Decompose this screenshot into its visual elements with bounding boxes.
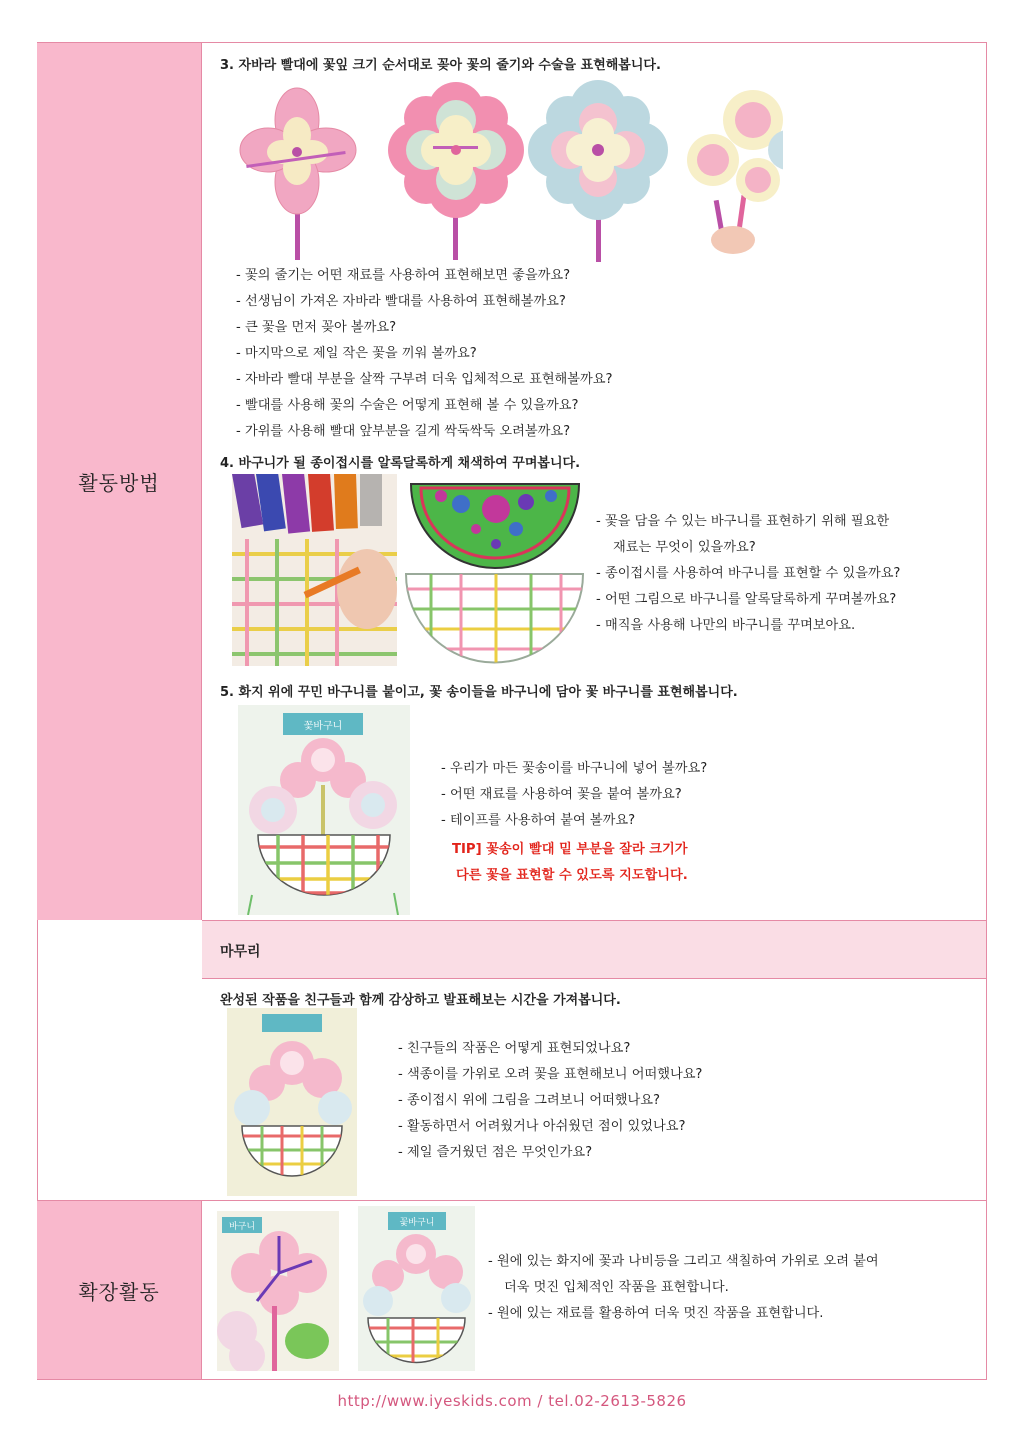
flower-photo-4	[687, 90, 783, 254]
question: - 활동하면서 어려웠거나 아쉬웠던 점이 있었나요?	[398, 1119, 686, 1134]
question: - 빨대를 사용해 꽃의 수술은 어떻게 표현해 볼 수 있을까요?	[236, 398, 579, 413]
question: - 꽃을 담을 수 있는 바구니를 표현하기 위해 필요한	[596, 514, 890, 529]
banner-text: 꽃바구니	[399, 1218, 435, 1228]
tip-line: 다른 꽃을 표현할 수 있도록 지도합니다.	[456, 868, 688, 883]
question: - 어떤 재료를 사용하여 꽃을 붙여 볼까요?	[441, 787, 682, 802]
extension-side-label	[37, 1201, 202, 1379]
divider	[37, 1200, 987, 1201]
flower-photo-1	[240, 88, 356, 260]
question: - 색종이를 가위로 오려 꽃을 표현해보니 어떠했나요?	[398, 1067, 703, 1082]
question: - 마지막으로 제일 작은 꽃을 끼워 볼까요?	[236, 346, 477, 361]
question: - 종이접시 위에 그림을 그려보니 어떠했나요?	[398, 1093, 661, 1108]
marker-coloring-photo	[232, 474, 397, 666]
question: - 친구들의 작품은 어떻게 표현되었나요?	[398, 1041, 631, 1056]
closing-basket-photo	[227, 1008, 357, 1196]
footer-url[interactable]: http://www.iyeskids.com / tel.02-2613-5826	[337, 1392, 687, 1410]
step4-title: 4. 바구니가 될 종이접시를 알록달록하게 채색하여 꾸며봅니다.	[220, 456, 581, 471]
question: - 종이접시를 사용하여 바구니를 표현할 수 있을까요?	[596, 566, 901, 581]
activity-label: 활동방법	[78, 471, 160, 495]
step4-questions	[596, 509, 900, 639]
question: - 원에 있는 재료를 활용하여 더욱 멋진 작품을 표현합니다.	[488, 1306, 824, 1321]
question: - 테이프를 사용하여 붙여 볼까요?	[441, 813, 636, 828]
question: 재료는 무엇이 있을까요?	[613, 540, 756, 555]
activity-side-label	[37, 43, 202, 920]
question: - 우리가 마든 꽃송이를 바구니에 넣어 볼까요?	[441, 761, 708, 776]
flower-basket-photo	[238, 705, 410, 915]
question: - 어떤 그림으로 바구니를 알록달록하게 꾸며볼까요?	[596, 592, 897, 607]
tip-line: TIP] 꽃송이 빨대 밑 부분을 잘라 크기가	[452, 842, 688, 857]
extension-photo-1	[217, 1211, 339, 1371]
question: - 자바라 빨대 부분을 살짝 구부려 더욱 입체적으로 표현해볼까요?	[236, 372, 613, 387]
banner-text: 바구니	[228, 1222, 256, 1232]
divider	[202, 978, 986, 979]
step3-title: 3. 자바라 빨대에 꽃잎 크기 순서대로 꽂아 꽃의 줄기와 수술을 표현해봅니다.	[220, 58, 661, 73]
closing-header-band	[202, 921, 986, 978]
extension-label: 확장활동	[78, 1279, 160, 1304]
step5-questions	[441, 756, 707, 834]
step5-title: 5. 화지 위에 꾸민 바구니를 붙이고, 꽃 송이들을 바구니에 담아 꽃 바구니를 표현해봅니다.	[220, 685, 738, 700]
flower-photo-3	[528, 80, 668, 262]
question: - 큰 꽃을 먼저 꽂아 볼까요?	[236, 320, 397, 335]
question: - 선생님이 가져온 자바라 빨대를 사용하여 표현해볼까요?	[236, 294, 566, 309]
banner-text: 꽃바구니	[303, 721, 343, 732]
question: - 매직을 사용해 나만의 바구니를 꾸며보아요.	[596, 618, 856, 633]
question: - 가위를 사용해 빨대 앞부분을 길게 싹둑싹둑 오려볼까요?	[236, 424, 571, 439]
paper-plate-photo	[401, 474, 586, 666]
question: - 제일 즐거웠던 점은 무엇인가요?	[398, 1145, 593, 1160]
closing-intro: 완성된 작품을 친구들과 함께 감상하고 발표해보는 시간을 가져봅니다.	[220, 993, 621, 1008]
extension-questions	[488, 1249, 879, 1327]
step3-flower-photos	[238, 80, 783, 265]
divider	[202, 920, 986, 921]
question: 더욱 멋진 입체적인 작품을 표현합니다.	[504, 1280, 729, 1295]
question: - 꽃의 줄기는 어떤 재료를 사용하여 표현해보면 좋을까요?	[236, 268, 571, 283]
tip-text	[452, 837, 688, 889]
closing-header: 마무리	[220, 944, 261, 960]
question: - 원에 있는 화지에 꽃과 나비등을 그리고 색칠하여 가위로 오려 붙여	[488, 1254, 879, 1269]
extension-photo-2	[358, 1206, 475, 1371]
flower-photo-2	[388, 82, 524, 260]
step3-questions	[236, 263, 613, 445]
closing-questions	[398, 1036, 702, 1166]
